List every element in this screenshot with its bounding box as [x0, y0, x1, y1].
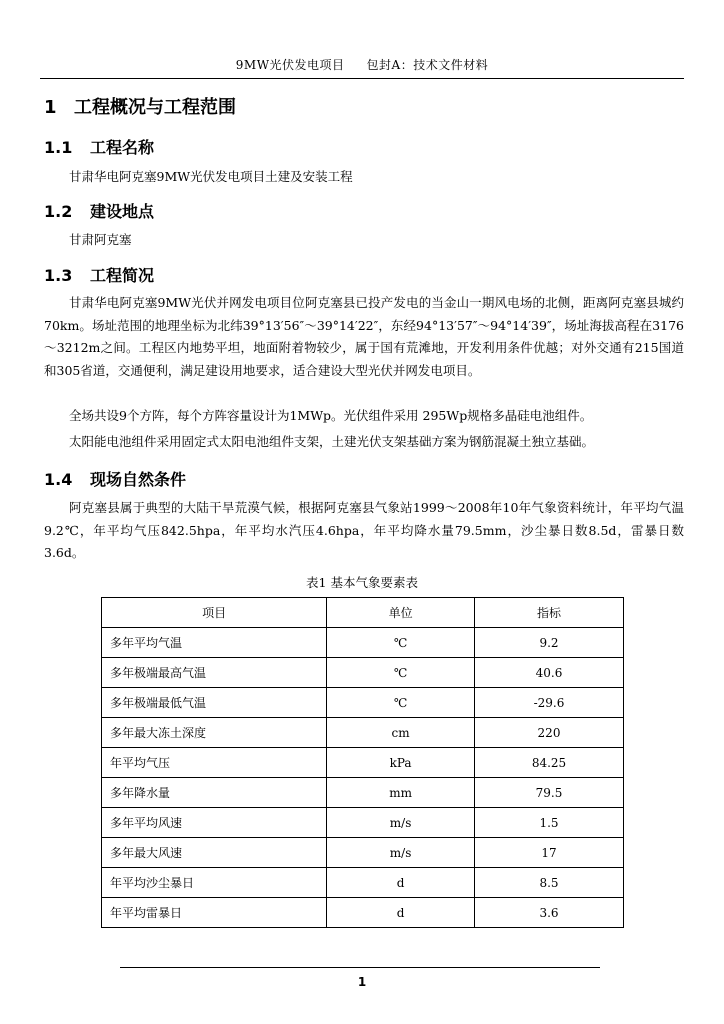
value-cell: 3.6 [475, 898, 624, 928]
climate-paragraph: 阿克塞县属于典型的大陆干旱荒漠气候，根据阿克塞县气象站1999～2008年10年气象资料统计，年平均气温9.2℃，年平均气压842.5hpa，年平均水汽压4.6hpa，年平均降水量79.5mm，沙尘暴日数8.5d，雷暴日数3.6d。 [44, 500, 684, 560]
section-number: 1.2 [44, 202, 73, 221]
section-heading-1-2 [44, 199, 154, 222]
section-heading-1-3 [44, 263, 154, 286]
page-header [40, 56, 684, 73]
section-number: 1.1 [44, 138, 73, 157]
column-header: 项目 [102, 598, 327, 628]
item-cell: 多年平均气温 [102, 628, 327, 658]
overview-paragraph-2: 全场共设9个方阵，每个方阵容量设计为1MWp。光伏组件采用 295Wp规格多晶硅电池组件。 [69, 408, 593, 423]
section-number: 1.4 [44, 470, 73, 489]
table-row [102, 868, 624, 898]
item-cell: 多年最大风速 [102, 838, 327, 868]
unit-cell: m/s [327, 808, 475, 838]
item-cell: 多年平均风速 [102, 808, 327, 838]
section-heading-1-1 [44, 135, 154, 158]
value-cell: 17 [475, 838, 624, 868]
unit-cell: m/s [327, 838, 475, 868]
section-number: 1.3 [44, 266, 73, 285]
table-row [102, 688, 624, 718]
unit-cell: kPa [327, 748, 475, 778]
value-cell: 220 [475, 718, 624, 748]
footer-divider [120, 967, 600, 968]
value-cell: 1.5 [475, 808, 624, 838]
value-cell: 8.5 [475, 868, 624, 898]
item-cell: 多年极端最低气温 [102, 688, 327, 718]
weather-table [101, 597, 624, 928]
table-row [102, 658, 624, 688]
column-header: 指标 [475, 598, 624, 628]
table-row [102, 898, 624, 928]
section-title: 建设地点 [90, 202, 155, 221]
section-heading-1-4 [44, 467, 186, 490]
item-cell: 年平均气压 [102, 748, 327, 778]
unit-cell: ℃ [327, 628, 475, 658]
section-heading-1 [44, 93, 236, 119]
value-cell: 9.2 [475, 628, 624, 658]
value-cell: -29.6 [475, 688, 624, 718]
table-caption: 表1 基本气象要素表 [306, 575, 418, 590]
value-cell: 79.5 [475, 778, 624, 808]
table-row [102, 778, 624, 808]
page-number: 1 [357, 975, 367, 989]
item-cell: 年平均雷暴日 [102, 898, 327, 928]
item-cell: 年平均沙尘暴日 [102, 868, 327, 898]
overview-paragraph-1: 甘肃华电阿克塞9MW光伏并网发电项目位阿克塞县已投产发电的当金山一期风电场的北侧，距离阿克塞县城约70km。场址范围的地理坐标为北纬39°13′56″～39°14′22″，东经94°13′57″～94°14′39″，场址海拔高程在3176～3212m之间。工程区内地势平坦，地面附着物较少，属于国有荒滩地，开发利用条件优越；对外交通有215国道和305省道，交通便利，满足建设用地要求，适合建设大型光伏并网发电项目。 [44, 295, 684, 378]
section-title: 现场自然条件 [90, 470, 187, 489]
item-cell: 多年降水量 [102, 778, 327, 808]
table-row [102, 628, 624, 658]
unit-cell: d [327, 898, 475, 928]
value-cell: 40.6 [475, 658, 624, 688]
table-header-row [102, 598, 624, 628]
unit-cell: mm [327, 778, 475, 808]
section-title: 工程概况与工程范围 [74, 97, 236, 118]
section-title: 工程名称 [90, 138, 155, 157]
unit-cell: ℃ [327, 658, 475, 688]
item-cell: 多年极端最高气温 [102, 658, 327, 688]
table-row [102, 718, 624, 748]
header-package: 包封A：技术文件材料 [366, 58, 489, 72]
table-row [102, 838, 624, 868]
unit-cell: ℃ [327, 688, 475, 718]
table-row [102, 808, 624, 838]
header-project: 9MW光伏发电项目 [235, 58, 345, 72]
location-text: 甘肃阿克塞 [69, 232, 132, 247]
column-header: 单位 [327, 598, 475, 628]
item-cell: 多年最大冻土深度 [102, 718, 327, 748]
header-divider [40, 78, 684, 79]
value-cell: 84.25 [475, 748, 624, 778]
project-name-text: 甘肃华电阿克塞9MW光伏发电项目土建及安装工程 [69, 169, 353, 184]
section-number: 1 [44, 97, 57, 118]
table-row [102, 748, 624, 778]
overview-paragraph-3: 太阳能电池组件采用固定式太阳电池组件支架，土建光伏支架基础方案为钢筋混凝土独立基础。 [69, 434, 595, 449]
section-title: 工程简况 [90, 266, 155, 285]
unit-cell: d [327, 868, 475, 898]
unit-cell: cm [327, 718, 475, 748]
